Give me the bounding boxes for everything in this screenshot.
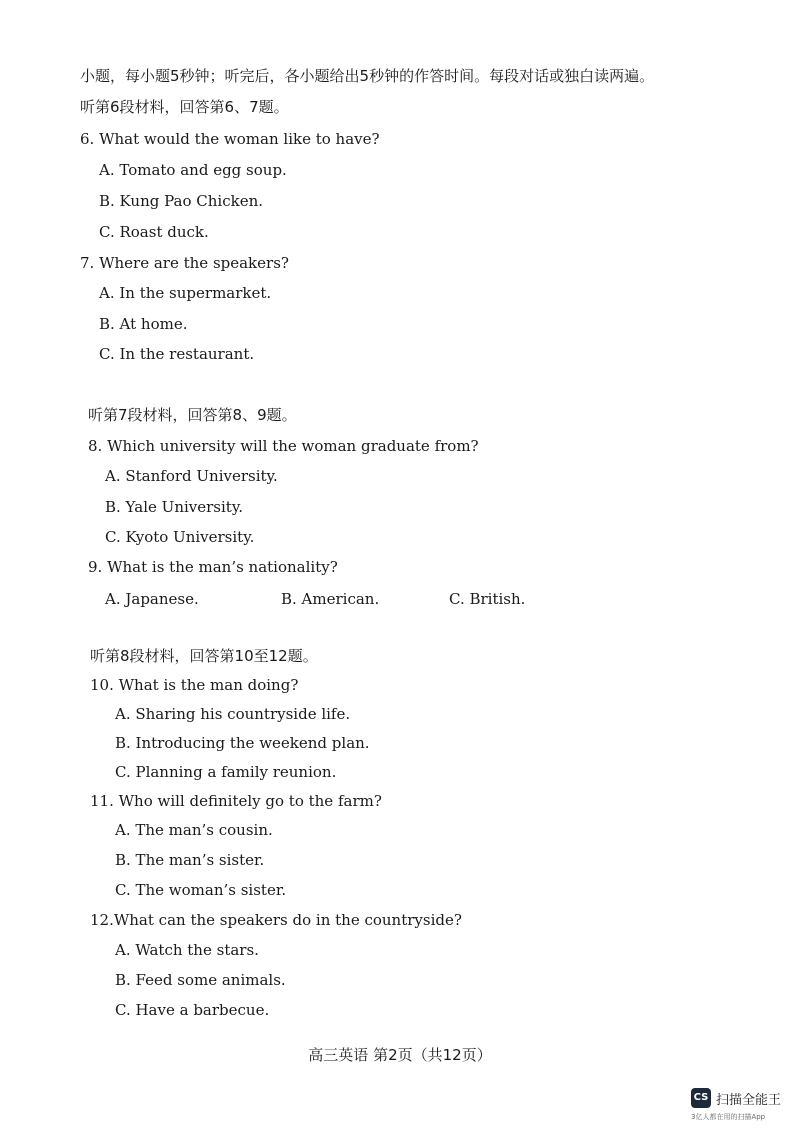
answer-option: B. Feed some animals. bbox=[115, 971, 286, 989]
answer-option: B. Yale University. bbox=[105, 498, 244, 516]
page-footer: 高三英语 第2页（共12页） bbox=[308, 1046, 492, 1064]
scanner-watermark bbox=[691, 1088, 800, 1128]
question-stem: 10. What is the man doing? bbox=[90, 676, 299, 694]
answer-option: A. Tomato and egg soup. bbox=[99, 161, 287, 179]
answer-option: C. Planning a family reunion. bbox=[115, 763, 337, 781]
question-stem: 6. What would the woman like to have? bbox=[80, 130, 380, 148]
answer-option: B. Kung Pao Chicken. bbox=[99, 192, 264, 210]
section-heading: 听第8段材料，回答第10至12题。 bbox=[90, 647, 318, 665]
answer-option: C. In the restaurant. bbox=[99, 345, 255, 363]
question-stem: 12.What can the speakers do in the countryside? bbox=[90, 911, 462, 929]
scanner-app-name: 扫描全能王 bbox=[716, 1093, 782, 1108]
answer-option: A. Japanese. bbox=[105, 590, 199, 608]
question-stem: 7. Where are the speakers? bbox=[80, 254, 289, 272]
answer-option: A. In the supermarket. bbox=[99, 284, 272, 302]
answer-option: A. Watch the stars. bbox=[115, 941, 259, 959]
answer-option: B. At home. bbox=[99, 315, 188, 333]
section-heading: 听第6段材料，回答第6、7题。 bbox=[80, 98, 289, 116]
answer-option: C. Have a barbecue. bbox=[115, 1001, 270, 1019]
scanner-tagline: 3亿人都在用的扫描App bbox=[691, 1113, 766, 1121]
answer-option: A. Sharing his countryside life. bbox=[115, 705, 351, 723]
section-heading: 听第7段材料，回答第8、9题。 bbox=[88, 406, 297, 424]
question-stem: 9. What is the man’s nationality? bbox=[88, 558, 338, 576]
instruction-line: 小题，每小题5秒钟；听完后，各小题给出5秒钟的作答时间。每段对话或独白读两遍。 bbox=[80, 67, 655, 85]
question-stem: 8. Which university will the woman graduate from? bbox=[88, 437, 479, 455]
answer-option: C. British. bbox=[449, 590, 526, 608]
question-stem: 11. Who will definitely go to the farm? bbox=[90, 792, 382, 810]
answer-option: B. American. bbox=[281, 590, 380, 608]
answer-option: B. Introducing the weekend plan. bbox=[115, 734, 370, 752]
answer-option: A. Stanford University. bbox=[105, 467, 278, 485]
answer-option: A. The man’s cousin. bbox=[115, 821, 273, 839]
answer-option: C. Kyoto University. bbox=[105, 528, 255, 546]
answer-option: C. Roast duck. bbox=[99, 223, 209, 241]
camscanner-logo-icon: CS bbox=[691, 1088, 711, 1108]
answer-option: C. The woman’s sister. bbox=[115, 881, 287, 899]
answer-option: B. The man’s sister. bbox=[115, 851, 265, 869]
